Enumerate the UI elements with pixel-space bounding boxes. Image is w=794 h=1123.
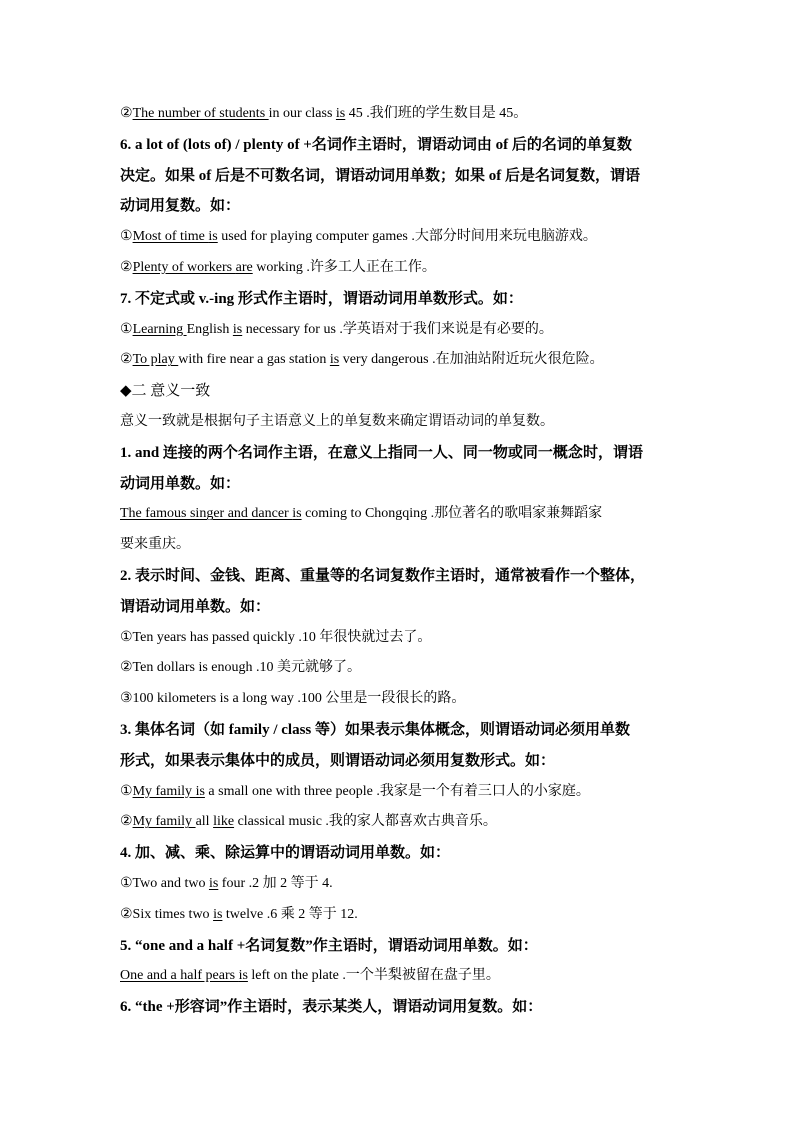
text-run: four .2 加 2 等于 4.	[218, 875, 333, 891]
underlined-text: are	[235, 259, 253, 275]
underlined-text: To play	[132, 352, 179, 368]
text-line	[120, 345, 680, 376]
text-run: with fire near a gas station	[178, 352, 330, 368]
underlined-text: is	[329, 352, 340, 368]
text-run: necessary for us .学英语对于我们来说是有必要的。	[242, 321, 553, 337]
underlined-text: like	[213, 814, 235, 830]
underlined-text: is	[208, 875, 219, 891]
underlined-text: is	[292, 506, 302, 522]
text-run: working .许多工人正在工作。	[252, 259, 436, 275]
text-run: classical music .我的家人都喜欢古典音乐。	[234, 814, 497, 830]
text-run: 意义一致就是根据句子主语意义上的单复数来确定谓语动词的单复数。	[120, 413, 554, 429]
text-line	[120, 961, 680, 992]
text-run: ①	[120, 229, 133, 245]
text-run: ②Ten dollars is enough .10 美元就够了。	[120, 660, 361, 676]
rule-heading-line	[120, 438, 680, 469]
text-line	[120, 499, 680, 530]
text-line	[120, 315, 680, 346]
rule-heading-line	[120, 838, 680, 869]
text-run: 3. 集体名词（如 family / class 等）如果表示集体概念，则谓语动词必须用单数	[120, 721, 630, 738]
underlined-text: is	[232, 321, 243, 337]
text-line	[120, 530, 680, 561]
text-run: ①Two and two	[120, 875, 209, 891]
text-line	[120, 653, 680, 684]
rule-heading-line	[120, 130, 680, 161]
text-run: left on the plate .一个半梨被留在盘子里。	[247, 968, 500, 984]
underlined-text: Learning	[132, 321, 187, 337]
underlined-text: is	[195, 783, 205, 799]
text-line	[120, 900, 680, 931]
text-run: ②	[120, 106, 133, 121]
underlined-text: The number of students	[132, 106, 269, 121]
text-run: ②	[120, 352, 133, 368]
text-run: ②Six times two	[120, 906, 214, 922]
text-line	[120, 807, 680, 838]
text-line	[120, 623, 680, 654]
text-run: a small one with three people .我家是一个有着三口人的小家庭。	[204, 783, 590, 799]
text-run: coming to Chongqing .那位著名的歌唱家兼舞蹈家	[301, 506, 603, 522]
text-run: ③100 kilometers is a long way .100 公里是一段很长的路。	[120, 691, 466, 707]
section-heading	[120, 376, 680, 407]
text-run: 动词用单数。如：	[120, 475, 241, 492]
text-line	[120, 407, 680, 438]
text-run: English	[186, 321, 233, 337]
underlined-text: is	[238, 968, 248, 984]
text-run: 6. a lot of (lots of) / plenty of +名词作主语时，谓语动词由 of 后的名词的单复数	[120, 136, 632, 153]
underlined-text: Most of time	[132, 229, 209, 245]
underlined-text: is	[335, 106, 346, 121]
text-run: 决定。如果 of 后是不可数名词，谓语动词用单数；如果 of 后是名词复数，谓语	[120, 167, 640, 184]
text-run: 要来重庆。	[120, 537, 190, 553]
text-run: all	[195, 814, 214, 830]
text-run: 45 .我们班的学生数目是 45。	[345, 106, 528, 121]
rule-heading-line	[120, 592, 680, 623]
text-run: ◆二 意义一致	[120, 383, 211, 400]
underlined-text: Plenty of workers	[132, 259, 236, 275]
text-run: 4. 加、减、乘、除运算中的谓语动词用单数。如：	[120, 845, 451, 862]
text-run: 谓语动词用单数。如：	[120, 598, 271, 615]
text-run: ②	[120, 259, 133, 275]
rule-heading-line	[120, 746, 680, 777]
text-run: used for playing computer games .大部分时间用来玩电脑游戏。	[217, 229, 597, 245]
rule-heading-line	[120, 469, 680, 500]
rule-heading-line	[120, 931, 680, 962]
text-run: 7. 不定式或 v.-ing 形式作主语时，谓语动词用单数形式。如：	[120, 290, 523, 307]
underlined-text: My family	[132, 783, 196, 799]
text-line	[120, 222, 680, 253]
rule-heading-line	[120, 161, 680, 192]
document-page	[120, 99, 680, 1023]
underlined-text: The famous singer and dancer	[120, 506, 293, 522]
text-run: in our class	[268, 106, 336, 121]
text-run: ①	[120, 783, 133, 799]
text-run: very dangerous .在加油站附近玩火很危险。	[339, 352, 604, 368]
rule-heading-line	[120, 715, 680, 746]
rule-heading-line	[120, 561, 680, 592]
text-run: 1. and 连接的两个名词作主语，在意义上指同一人、同一物或同一概念时，谓语	[120, 444, 643, 461]
text-run: 2. 表示时间、金钱、距离、重量等的名词复数作主语时，通常被看作一个整体，	[120, 567, 646, 584]
rule-heading-line	[120, 284, 680, 315]
text-run: 5. “one and a half +名词复数”作主语时，谓语动词用单数。如：	[120, 937, 538, 954]
rule-heading-line	[120, 992, 680, 1023]
text-run: 动词用复数。如：	[120, 198, 241, 215]
text-run: ①Ten years has passed quickly .10 年很快就过去了。	[120, 629, 432, 645]
text-run: ①	[120, 321, 133, 337]
underlined-text: is	[208, 229, 218, 245]
text-line	[120, 253, 680, 284]
underlined-text: My family	[132, 814, 196, 830]
text-run: ②	[120, 814, 133, 830]
text-line	[120, 684, 680, 715]
underlined-text: One and a half pears	[120, 968, 239, 984]
text-line	[120, 869, 680, 900]
underlined-text: is	[213, 906, 223, 922]
text-run: 形式，如果表示集体中的成员，则谓语动词必须用复数形式。如：	[120, 752, 556, 769]
text-line	[120, 99, 680, 130]
text-run: 6. “the +形容词”作主语时，表示某类人，谓语动词用复数。如：	[120, 999, 543, 1016]
text-line	[120, 777, 680, 808]
rule-heading-line	[120, 191, 680, 222]
text-run: twelve .6 乘 2 等于 12.	[222, 906, 358, 922]
